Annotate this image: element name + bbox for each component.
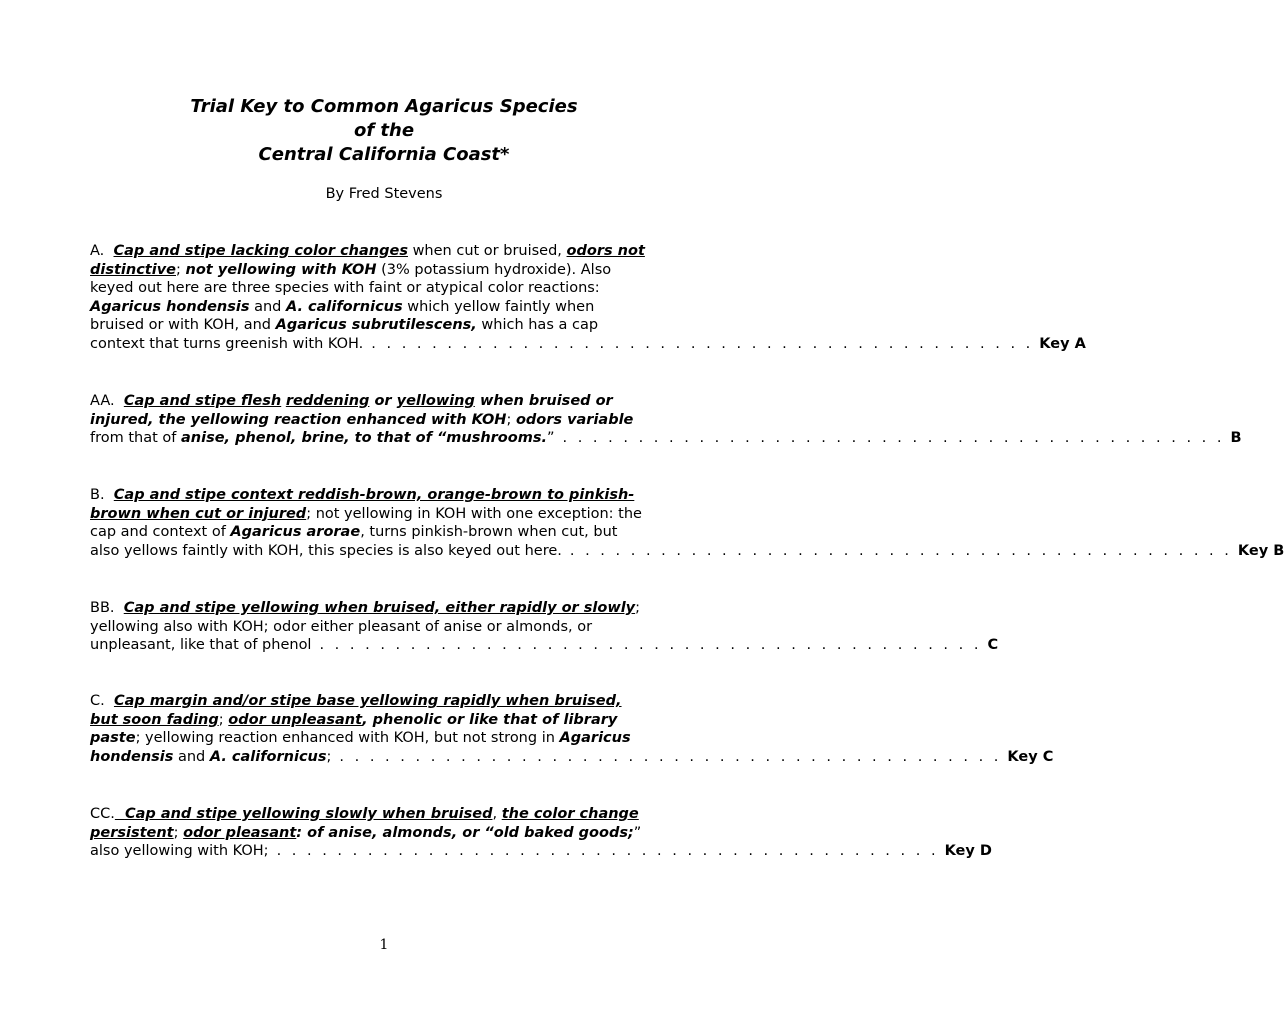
entry-label: B.: [90, 487, 105, 503]
title-footnote-mark: *: [500, 144, 510, 165]
title-line-3-text: Central California Coast: [258, 144, 501, 165]
key-result: Key C: [1007, 748, 1054, 765]
key-entry-b: B. Cap and stipe context reddish-brown, orange-brown to pinkish- brown when cut or injured; not yellowing in KOH with one exception: the cap and context of Agaricus arorae, turns pinkish-brown when cut, but also yellows faintly with KOH, this species is also keyed out here. . . . . . . . . . . . . . . . . . . . . . . . . . . . . . . . . . . . . . . . . . . . . Key B: [90, 487, 1284, 559]
key-result: Key D: [944, 843, 992, 860]
entry-label: C.: [90, 693, 105, 709]
key-result: B: [1230, 430, 1242, 447]
leader-dots: . . . . . . . . . . . . . . . . . . . . . . . . . . . . . . . . . . . . . . . . . . . .: [569, 542, 1232, 559]
key-result: Key A: [1039, 335, 1086, 352]
page-number: 1: [379, 937, 389, 953]
key-result: C: [987, 637, 999, 654]
title-line-3: [90, 143, 678, 167]
leader-dots: . . . . . . . . . . . . . . . . . . . . . . . . . . . . . . . . . . . . . . . . . . . .: [339, 748, 1002, 765]
entry-label: CC.: [90, 806, 115, 822]
entry-label: A.: [90, 243, 105, 259]
entry-label: AA.: [90, 393, 115, 409]
key-result: Key B: [1237, 542, 1284, 559]
leader-dots: . . . . . . . . . . . . . . . . . . . . . . . . . . . . . . . . . . . . . . . . . . . .: [371, 335, 1034, 352]
leader-dots: . . . . . . . . . . . . . . . . . . . . . . . . . . . . . . . . . . . . . . . . . . . .: [319, 637, 982, 654]
leader-dots: . . . . . . . . . . . . . . . . . . . . . . . . . . . . . . . . . . . . . . . . . . . .: [562, 430, 1225, 447]
author-byline: By Fred Stevens: [325, 186, 443, 202]
key-entry-aa: AA. Cap and stipe flesh reddening or yellowing when bruised or injured, the yellowing reaction enhanced with KOH; odors variable from that of anise, phenol, brine, to that of “mushrooms.” . . . . . . . . . . . . . . . . . . . . . . . . . . . . . . . . . . . . . . . . . . . . B: [90, 393, 1242, 447]
key-entry-cc: CC. Cap and stipe yellowing slowly when bruised, the color change persistent; odor pleasant: of anise, almonds, or “old baked goods;” also yellowing with KOH; . . . . . . . . . . . . . . . . . . . . . . . . . . . . . . . . . . . . . . . . . . . . Key D: [90, 806, 992, 860]
key-entry-bb: BB. Cap and stipe yellowing when bruised, either rapidly or slowly; yellowing also with KOH; odor either pleasant of anise or almonds, or unpleasant, like that of phenol . . . . . . . . . . . . . . . . . . . . . . . . . . . . . . . . . . . . . . . . . . . . C: [90, 600, 999, 654]
document-title: [90, 95, 678, 167]
title-line-1: Trial Key to Common Agaricus Species: [190, 96, 578, 117]
leader-dots: . . . . . . . . . . . . . . . . . . . . . . . . . . . . . . . . . . . . . . . . . . . .: [276, 843, 939, 860]
entry-label: BB.: [90, 600, 115, 616]
key-entry-c: C. Cap margin and/or stipe base yellowing rapidly when bruised, but soon fading; odor unpleasant, phenolic or like that of library paste; yellowing reaction enhanced with KOH, but not strong in Agaricus hondensis and A. californicus; . . . . . . . . . . . . . . . . . . . . . . . . . . . . . . . . . . . . . . . . . . . . Key C: [90, 693, 1054, 765]
title-line-2: of the: [353, 120, 415, 141]
key-entry-a: A. Cap and stipe lacking color changes when cut or bruised, odors not distinctive; not yellowing with KOH (3% potassium hydroxide). Also keyed out here are three species with faint or atypical color reactions: Agaricus hondensis and A. californicus which yellow faintly when bruised or with KOH, and Agaricus subrutilescens, which has a cap context that turns greenish with KOH. . . . . . . . . . . . . . . . . . . . . . . . . . . . . . . . . . . . . . . . . . . . . Key A: [90, 243, 1086, 352]
